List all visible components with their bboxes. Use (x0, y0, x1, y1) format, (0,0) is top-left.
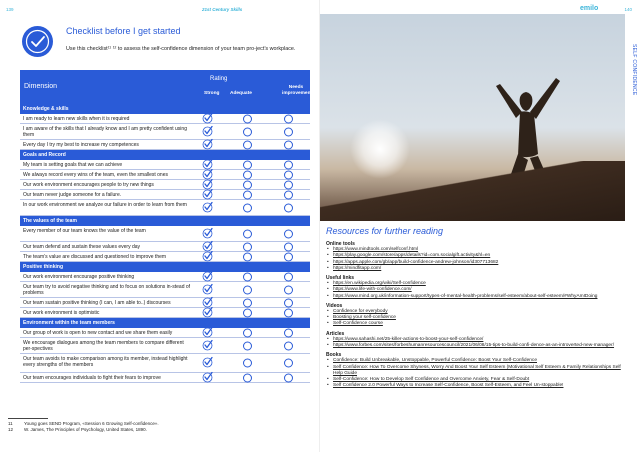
resource-groups (326, 241, 626, 389)
strong-checkbox[interactable] (203, 373, 212, 382)
footnote-number: 11 (8, 421, 13, 426)
adequate-checkbox[interactable] (243, 308, 252, 317)
table-row (20, 114, 310, 124)
needs-improvement-checkbox[interactable] (284, 190, 293, 199)
row-statement: Our team defend and sustain these values every day (23, 244, 141, 250)
table-row (20, 180, 310, 190)
strong-checkbox[interactable] (203, 190, 212, 199)
resource-link[interactable]: • https://www.forbes.com/sites/forbeshumanresourcescouncil/2021/06/08/15-tips-to-build-confi-dence-as-an-introverted-new-manager/ (326, 343, 626, 349)
page-number-right: 140 (624, 7, 632, 12)
adequate-checkbox[interactable] (243, 242, 252, 251)
resource-link[interactable]: • Confidence: Build Unbreakable, Unstoppable, Powerful Confidence: Boost Your Self-Confidence (326, 358, 626, 364)
row-statement: Our group of work is open to new contact and we share them easily (23, 330, 173, 336)
rating-header: Rating (210, 76, 228, 82)
row-statement: Our team try to avoid negative thinking and to focus on solutions in-stead of problems (23, 284, 191, 296)
checklist-table (20, 70, 313, 383)
resource-group-heading: Books (326, 352, 342, 359)
emilo-logo: emilo (580, 5, 599, 12)
resource-link[interactable]: • https://apps.apple.com/gb/app/build-confidence-andrew-johnson/id307713682 (326, 260, 626, 266)
row-statement: Our work environment encourages people to try new things (23, 182, 154, 188)
row-statement: Our team avoids to make comparison among its member, instead highlight every strengths of the members (23, 356, 188, 368)
resource-link[interactable]: • https://www.mind.org.uk/information-support/types-of-mental-health-problems/self-esteem/about-self-esteem/#WhyAmIDoing (326, 294, 626, 300)
resources-title: Resources for further reading (326, 226, 444, 236)
resource-list (326, 247, 626, 272)
table-row (20, 200, 310, 216)
row-statement: We always record every wins of the team, even the smallest ones (23, 172, 168, 178)
row-statement: I am ready to learn new skills when it is required (23, 116, 130, 122)
adequate-checkbox[interactable] (243, 160, 252, 169)
adequate-checkbox[interactable] (243, 190, 252, 199)
resource-link[interactable]: • Self Confidence: How To Overcome Shyness, Worry And Boost Your Self Esteem (Motivational Self Esteem & Family Relationships Self Help Guide (326, 365, 626, 377)
resource-list (326, 309, 626, 328)
needs-improvement-checkbox[interactable] (284, 140, 293, 149)
section-header: Positive thinking (20, 262, 310, 272)
strong-checkbox[interactable] (203, 341, 212, 350)
resource-link[interactable]: • Boosting your self-confidence (326, 315, 626, 321)
needs-improvement-checkbox[interactable] (284, 373, 293, 382)
adequate-checkbox[interactable] (243, 328, 252, 337)
needs-improvement-checkbox[interactable] (284, 203, 293, 212)
strong-checkbox[interactable] (203, 308, 212, 317)
checklist-icon (22, 26, 53, 57)
strong-checkbox[interactable] (203, 229, 212, 238)
resource-link[interactable]: • Self-Confidence course (326, 321, 626, 327)
resource-link[interactable]: • https://en.wikipedia.org/wiki/Self-confidence (326, 281, 626, 287)
needs-improvement-checkbox[interactable] (284, 114, 293, 123)
resource-group-heading: Videos (326, 302, 343, 309)
adequate-checkbox[interactable] (243, 229, 252, 238)
side-tab (625, 14, 638, 221)
table-row (20, 170, 310, 180)
table-row (20, 160, 310, 170)
needs-improvement-checkbox[interactable] (284, 160, 293, 169)
footnote-number: 12 (8, 427, 14, 432)
row-statement: Every member of our team knows the value of the team (23, 228, 146, 234)
table-row (20, 124, 310, 140)
table-row (20, 354, 310, 373)
resource-link[interactable]: • https://www.sahashi.net/25-killer-actions-to-boost-your-self-confidence/ (326, 337, 626, 343)
strong-checkbox[interactable] (203, 285, 212, 294)
footnote-text: Young goes SEND Program, «Session 6 Growing Self-confidence». (24, 421, 159, 426)
table-header (20, 70, 313, 104)
row-statement: My team is setting goals that we can achieve (23, 162, 123, 168)
table-row (20, 373, 310, 383)
row-statement: Our team never judge someone for a failure. (23, 192, 122, 198)
needs-improvement-checkbox[interactable] (284, 180, 293, 189)
needs-improvement-checkbox[interactable] (284, 298, 293, 307)
resources-section (326, 226, 626, 389)
table-row (20, 308, 310, 318)
checklist-title: Checklist before I get started (66, 26, 181, 36)
strong-header: Strong (204, 91, 220, 96)
footnotes (8, 418, 308, 433)
table-row (20, 226, 310, 242)
running-title: 21st Century Skills (202, 7, 243, 12)
row-statement: Our work environment encourage positive thinking (23, 274, 135, 280)
needs-improvement-header: Needs improvement (282, 85, 313, 96)
table-row (20, 252, 310, 262)
resource-link[interactable]: • https://mindfitapp.com/ (326, 266, 626, 272)
section-header: Knowledge & skills (20, 104, 310, 114)
row-statement: In our work environment we analyze our failure in order to learn from them (23, 202, 187, 208)
needs-improvement-checkbox[interactable] (284, 170, 293, 179)
adequate-checkbox[interactable] (243, 298, 252, 307)
resource-list (326, 358, 626, 389)
section-header: Environment within the team members (20, 318, 310, 328)
needs-improvement-checkbox[interactable] (284, 127, 293, 136)
needs-improvement-checkbox[interactable] (284, 341, 293, 350)
page-number-left: 139 (6, 7, 14, 12)
adequate-checkbox[interactable] (243, 170, 252, 179)
needs-improvement-checkbox[interactable] (284, 229, 293, 238)
table-row (20, 328, 310, 338)
rock-ground (320, 161, 626, 221)
section-header: Goals and Record (20, 150, 310, 160)
resource-link[interactable]: • https://play.google.com/store/apps/details?id=com.socialgift.activity&hl=en (326, 253, 626, 259)
table-row (20, 140, 310, 150)
adequate-checkbox[interactable] (243, 272, 252, 281)
strong-checkbox[interactable] (203, 252, 212, 261)
adequate-checkbox[interactable] (243, 127, 252, 136)
table-row (20, 190, 310, 200)
strong-checkbox[interactable] (203, 328, 212, 337)
needs-improvement-checkbox[interactable] (284, 359, 293, 368)
adequate-checkbox[interactable] (243, 341, 252, 350)
table-row (20, 272, 310, 282)
footnote-rule (8, 418, 48, 419)
adequate-checkbox[interactable] (243, 140, 252, 149)
footnote-12 (8, 427, 308, 433)
adequate-checkbox[interactable] (243, 285, 252, 294)
row-statement: We encourage dialogues among the team members to compare different per-spectives (23, 340, 184, 352)
adequate-checkbox[interactable] (243, 114, 252, 123)
resource-list (326, 281, 626, 300)
needs-improvement-checkbox[interactable] (284, 328, 293, 337)
adequate-checkbox[interactable] (243, 359, 252, 368)
needs-improvement-checkbox[interactable] (284, 242, 293, 251)
resource-link[interactable]: • https://www.mindtools.com/selfconf.html (326, 247, 626, 253)
side-tab-label: SELF CONFIDENCE (631, 44, 637, 96)
right-page (319, 0, 638, 452)
strong-checkbox[interactable] (203, 359, 212, 368)
resource-group-heading: Articles (326, 330, 345, 337)
adequate-checkbox[interactable] (243, 373, 252, 382)
row-statement: Every day I try my best to increase my competences (23, 142, 139, 148)
resource-link[interactable]: • https://www.life-with-confidence.com/ (326, 287, 626, 293)
resource-link[interactable]: • Self-Confidence: How to Develop Self Confidence and Overcome Anxiety, Fear & Self-Doubt (326, 377, 626, 383)
resource-group-heading: Useful links (326, 275, 355, 282)
adequate-checkbox[interactable] (243, 252, 252, 261)
table-body (20, 104, 310, 383)
table-row (20, 282, 310, 298)
row-statement: Our team encourages individuals to fight their fears to improve (23, 375, 161, 381)
needs-improvement-checkbox[interactable] (284, 308, 293, 317)
needs-improvement-checkbox[interactable] (284, 272, 293, 281)
checklist-description: Use this checklist¹¹ ¹² to assess the self-confidence dimension of your team pro-ject’s workplace. (66, 46, 296, 52)
table-row (20, 242, 310, 252)
row-statement: I am aware of the skills that I already know and I am pretty confident using them (23, 126, 187, 138)
checklist-header (20, 20, 310, 64)
resource-link[interactable]: • Self Confidence 2.0 Powerful Ways to Increase Self-Confidence, Boost Self-Esteem, and Feel Un-stoppable! (326, 383, 626, 389)
section-header: The values of the team (20, 216, 310, 226)
strong-checkbox[interactable] (203, 272, 212, 281)
dimension-header: Dimension (24, 83, 58, 90)
row-statement: Our work environment is optimistic (23, 310, 100, 316)
needs-improvement-checkbox[interactable] (284, 285, 293, 294)
strong-checkbox[interactable] (203, 127, 212, 136)
hero-photo (320, 14, 626, 221)
strong-checkbox[interactable] (203, 140, 212, 149)
table-row (20, 298, 310, 308)
adequate-checkbox[interactable] (243, 180, 252, 189)
resource-link[interactable]: • Confidence for everybody (326, 309, 626, 315)
footnote-text: W. James, The Principles of Psychology, United States, 1890. (24, 427, 147, 432)
row-statement: Our team sustain positive thinking (I can, I am able to..) discourses (23, 300, 171, 306)
needs-improvement-checkbox[interactable] (284, 252, 293, 261)
table-row (20, 338, 310, 354)
adequate-checkbox[interactable] (243, 203, 252, 212)
adequate-header: Adequate (230, 91, 252, 96)
strong-checkbox[interactable] (203, 203, 212, 212)
resource-group-heading: Online tools (326, 241, 355, 247)
row-statement: The team’s value are discussed and questioned to improve them (23, 254, 167, 260)
strong-checkbox[interactable] (203, 114, 212, 123)
resource-list (326, 337, 626, 349)
